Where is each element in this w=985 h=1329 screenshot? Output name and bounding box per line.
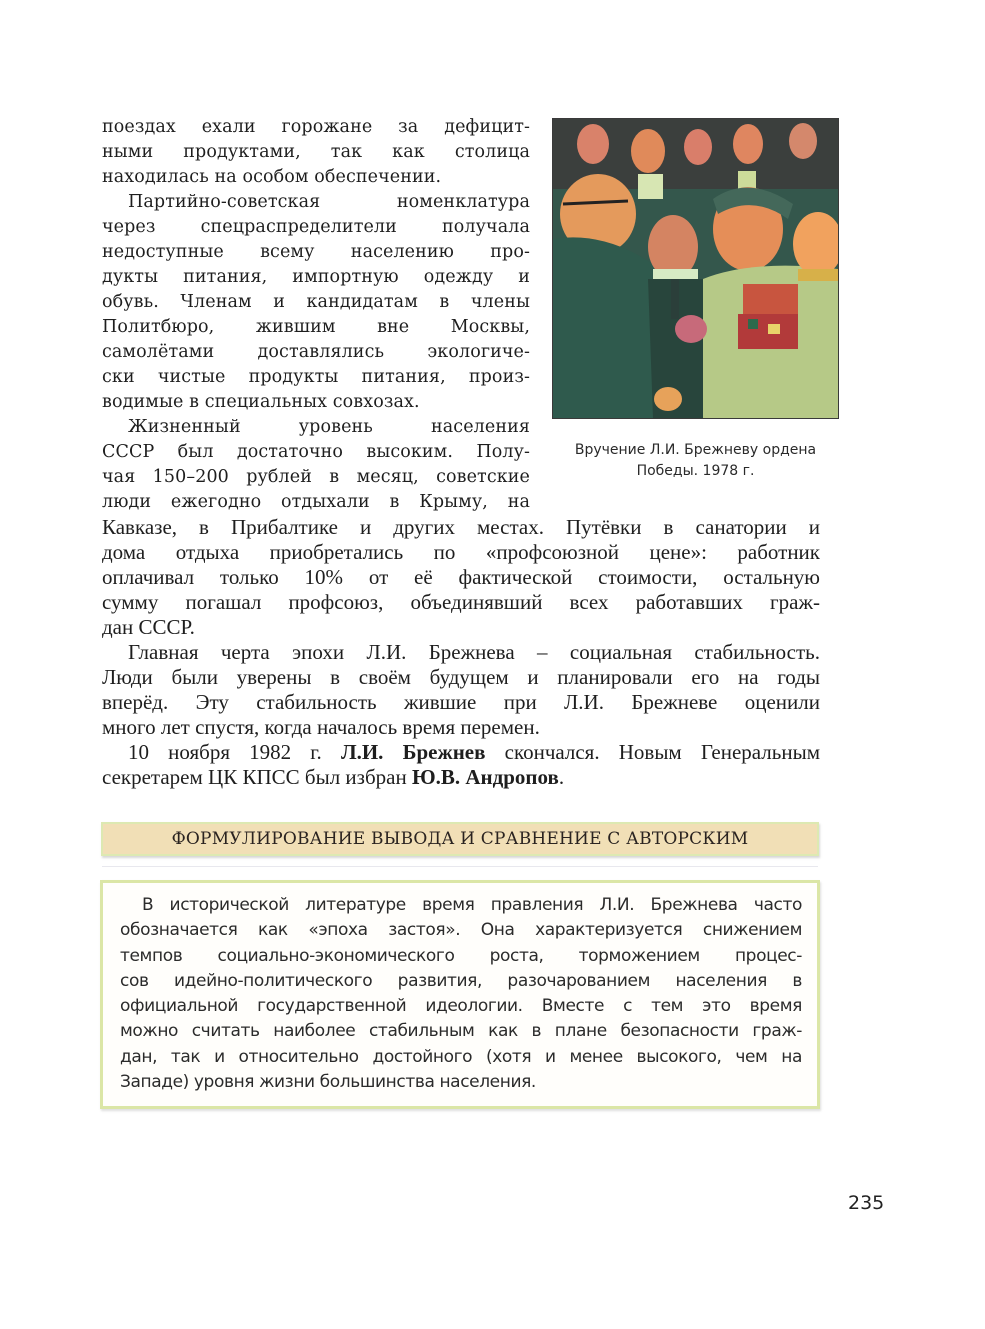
body-text-full [102, 515, 820, 790]
text-line: ски чистые продукты питания, произ- [102, 367, 530, 387]
text-line: дан, так и относительно достойного (хотя и менее высокого, чем на [120, 1046, 802, 1067]
caption-line: Победы. 1978 г. [636, 463, 755, 479]
text-line: водимые в специальных совхозах. [102, 392, 420, 412]
text-line: Партийно-советская номенклатура [128, 192, 530, 212]
caption-line: Вручение Л.И. Брежневу ордена [574, 442, 817, 458]
text-line: официальной государственной идеологии. Вместе с тем это время [120, 996, 802, 1017]
text-line: Западе) уровня жизни большинства населения. [120, 1072, 536, 1093]
text-line: дома отдыха приобретались по «профсоюзной цене»: работник [102, 540, 820, 564]
text-line: ными продуктами, так как столица [102, 142, 530, 162]
text-line: дукты питания, импортную одежду и [102, 267, 530, 287]
divider [102, 866, 818, 867]
body-text-column [102, 115, 530, 515]
text-line: темпов социально-экономического роста, торможением процес- [120, 945, 802, 966]
text-line: СССР был достаточно высоким. Полу- [102, 442, 530, 462]
text-line [102, 740, 820, 765]
photo-caption [552, 440, 839, 482]
conclusion-box [100, 880, 820, 1109]
text-line: оплачивал только 10% от её фактической стоимости, остальную [102, 565, 820, 589]
text-line: Жизненный уровень населения [128, 417, 530, 437]
section-heading [101, 822, 819, 856]
text-line: Политбюро, жившим вне Москвы, [102, 317, 530, 337]
text-line [102, 765, 820, 790]
text-line: Люди были уверены в своём будущем и планировали его на годы [102, 665, 820, 689]
photo-illustration [553, 119, 838, 418]
text-line: недоступные всему населению про- [102, 242, 530, 262]
text-line: В исторической литературе время правления Л.И. Брежнева часто [142, 895, 802, 915]
text-line: сов идейно-политического развития, разочарованием населения в [120, 970, 802, 991]
text-line: обувь. Членам и кандидатам в члены [102, 292, 530, 312]
text-run: 10 ноября 1982 г. [128, 740, 341, 764]
bold-name-brezhnev: Л.И. Брежнев [340, 740, 486, 764]
text-line: находилась на особом обеспечении. [102, 167, 442, 187]
historical-photo [552, 118, 839, 419]
text-line: Главная черта эпохи Л.И. Брежнева – социальная стабильность. [128, 640, 820, 664]
text-line: поездах ехали горожане за дефицит- [102, 117, 530, 137]
text-line: самолётами доставлялись экологиче- [102, 342, 530, 362]
text-line: люди ежегодно отдыхали в Крыму, на [102, 492, 530, 512]
text-line: обозначается как «эпоха застоя». Она характеризуется снижением [120, 920, 802, 941]
text-run: секретарем ЦК КПСС был избран [102, 765, 412, 789]
text-line: вперёд. Эту стабильность жившие при Л.И. Брежневе оценили [102, 690, 820, 714]
section-title: ФОРМУЛИРОВАНИЕ ВЫВОДА И СРАВНЕНИЕ С АВТОРСКИМ [171, 829, 749, 849]
text-line: много лет спустя, когда началось время перемен. [102, 715, 540, 739]
text-line: дан СССР. [102, 615, 195, 639]
text-line: можно считать наиболее стабильным как в плане безопасности граж- [120, 1021, 802, 1042]
bold-name-andropov: Ю.В. Андропов [411, 765, 559, 789]
text-line: Кавказе, в Прибалтике и других местах. Путёвки в санатории и [102, 515, 820, 539]
conclusion-text [120, 893, 802, 1095]
page-number: 235 [848, 1192, 885, 1214]
text-line: сумму погашал профсоюз, объединявший всех работавших граж- [102, 590, 820, 614]
text-run: скончался. Новым Генеральным [485, 740, 820, 764]
text-line: чая 150–200 рублей в месяц, советские [102, 467, 530, 487]
text-line: через спецраспределители получала [102, 217, 530, 237]
text-run: . [558, 765, 565, 789]
